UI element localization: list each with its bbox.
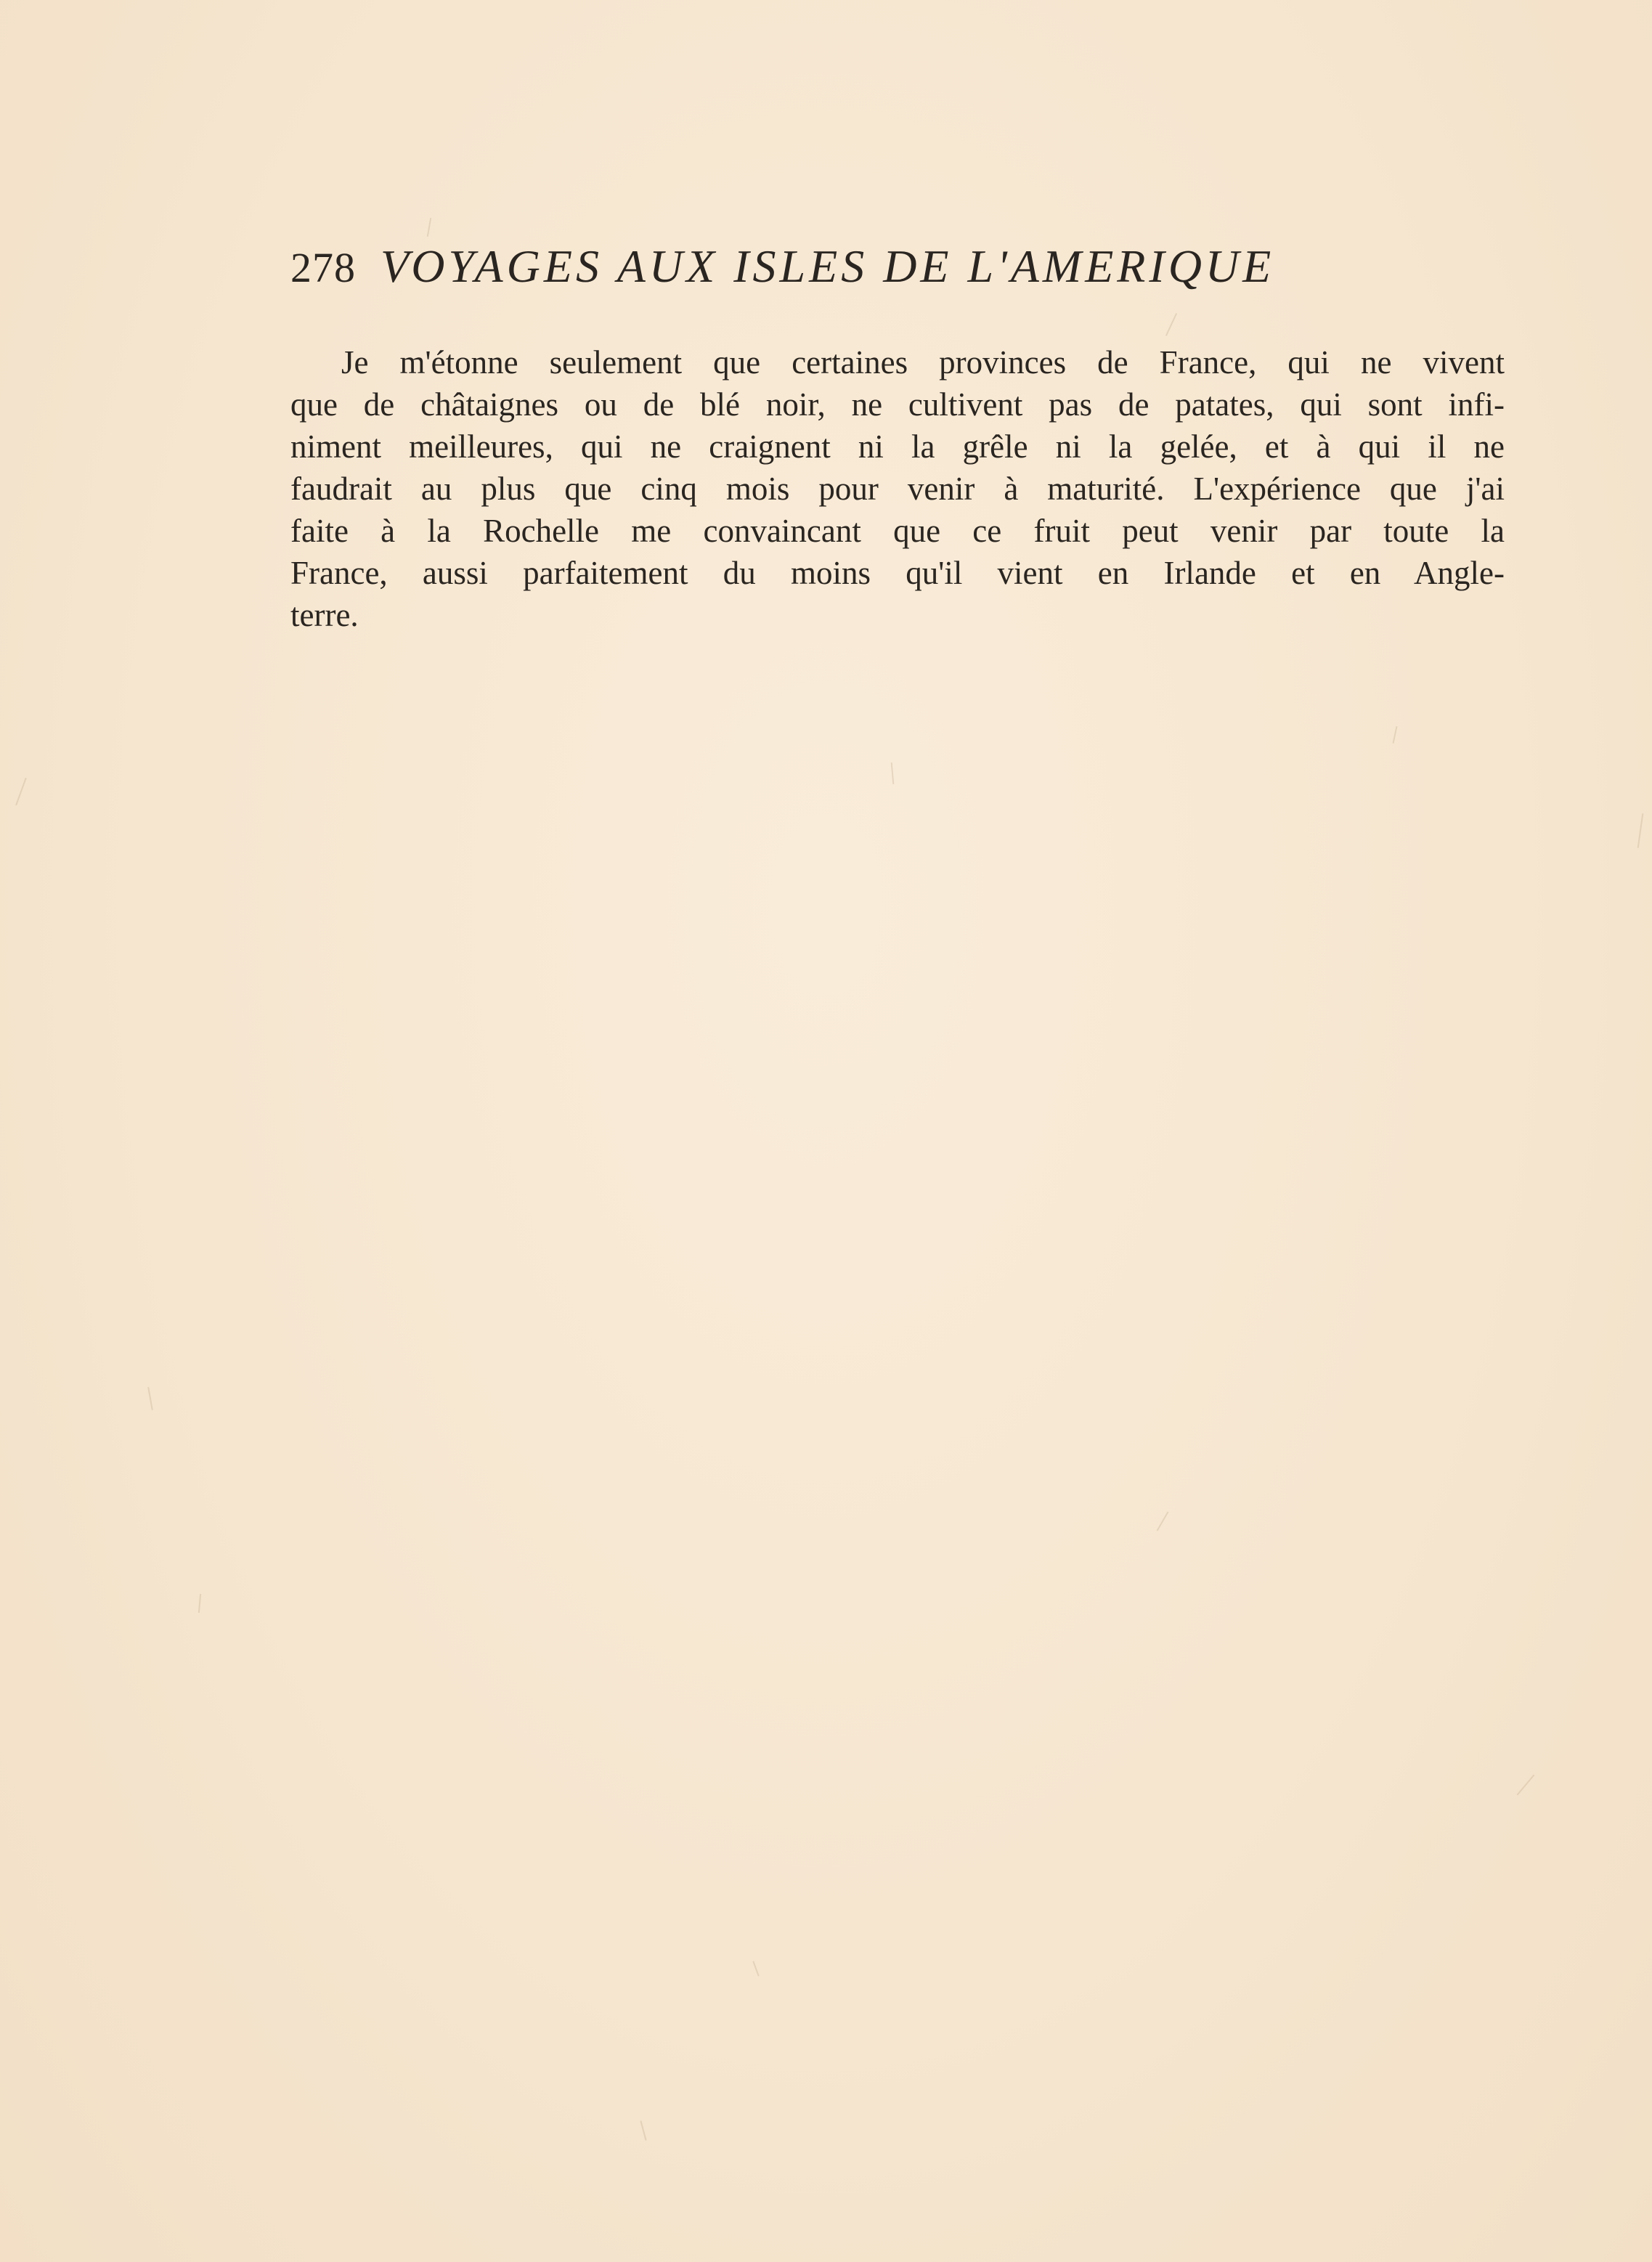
body-paragraph [290, 341, 1505, 636]
paper-fiber [640, 2120, 646, 2141]
text-line: niment meilleures, qui ne craignent ni la grêle ni la gelée, et à qui il ne [290, 428, 1505, 465]
paper-fiber [147, 1387, 153, 1410]
paper-fiber [1517, 1775, 1535, 1796]
text-line: Je m'étonne seulement que certaines provinces de France, qui ne vivent [341, 344, 1505, 381]
paper-fiber [1157, 1512, 1169, 1531]
paper-fiber [752, 1961, 759, 1976]
paper-fiber [1393, 726, 1398, 744]
paper-fiber [891, 762, 895, 784]
paper-fiber [1637, 813, 1644, 848]
text-line: que de châtaignes ou de blé noir, ne cultivent pas de patates, qui sont infi- [290, 386, 1505, 423]
text-line: faite à la Rochelle me convaincant que ce fruit peut venir par toute la [290, 513, 1505, 549]
paper-fiber [15, 778, 27, 805]
running-head [290, 240, 1423, 305]
page-heading: VOYAGES AUX ISLES DE L'AMERIQUE [381, 240, 1275, 292]
text-line: France, aussi parfaitement du moins qu'il vient en Irlande et en Angle- [290, 555, 1505, 591]
paper-fiber [1165, 313, 1177, 336]
text-line: faudrait au plus que cinq mois pour venir à maturité. L'expérience que j'ai [290, 471, 1505, 507]
paper-fiber [427, 218, 431, 237]
paper-fiber [198, 1594, 201, 1613]
text-line: terre. [290, 597, 359, 633]
page-number: 278 [290, 244, 356, 291]
